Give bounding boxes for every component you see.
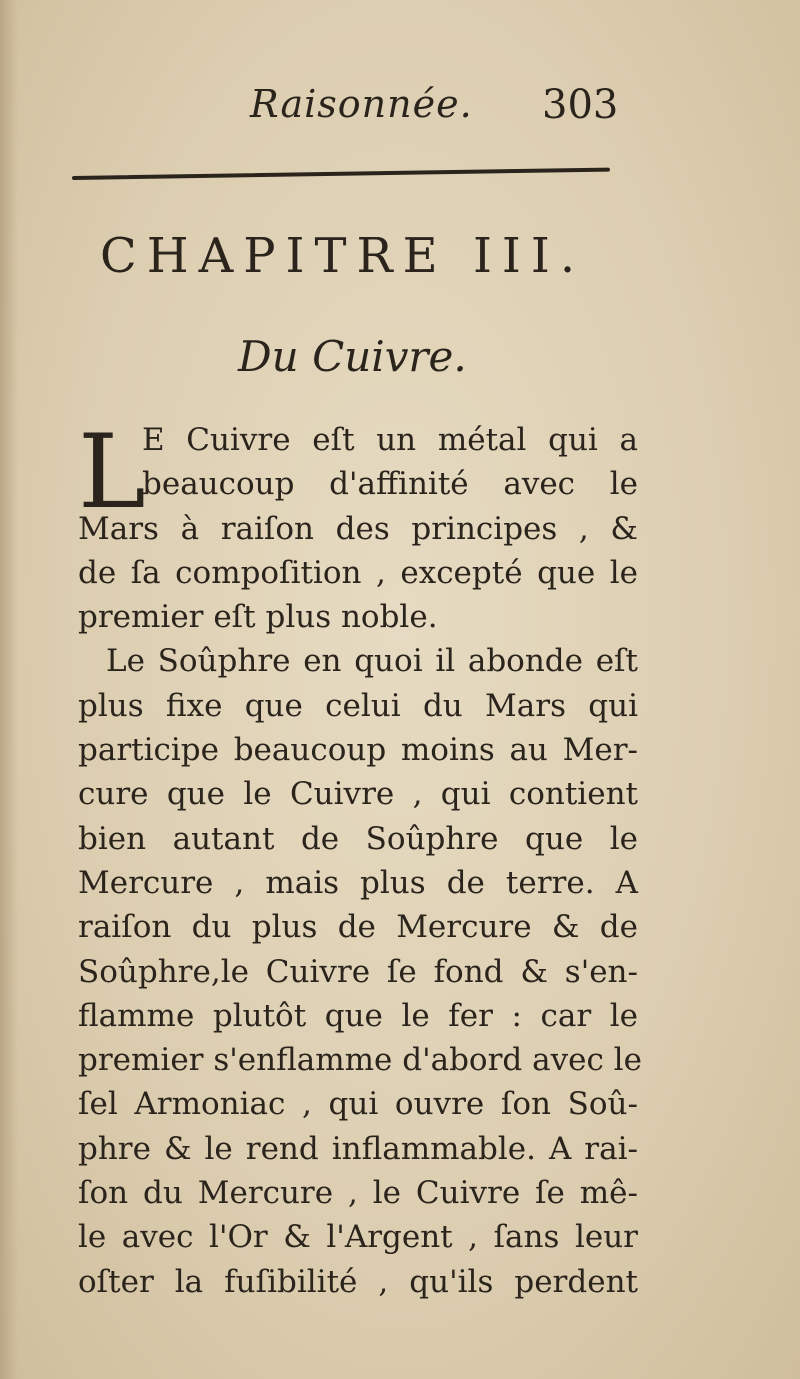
text-line: premier eſt plus noble. xyxy=(78,599,438,636)
text-line: premier s'enflamme d'abord avec le xyxy=(78,1042,642,1079)
text-line: le avec l'Or & l'Argent , ſans leur xyxy=(78,1219,638,1256)
body-text xyxy=(78,413,642,1304)
chapter-title: CHAPITRE III. xyxy=(100,228,586,284)
text-line: ſon du Mercure , le Cuivre ſe mê- xyxy=(78,1175,638,1212)
text-line: Mars à raiſon des principes , & xyxy=(78,510,638,547)
text-line: bien autant de Soûphre que le xyxy=(78,820,638,857)
text-line: Mercure , mais plus de terre. A xyxy=(78,864,638,901)
text-line: Le Soûphre en quoi il abonde eſt xyxy=(106,643,638,680)
text-line: plus fixe que celui du Mars qui xyxy=(78,687,638,724)
text-line: ſel Armoniac , qui ouvre ſon Soû- xyxy=(78,1086,638,1123)
page-number: 303 xyxy=(542,82,619,128)
header-rule xyxy=(72,168,610,180)
running-title: Raisonnée. xyxy=(250,82,473,126)
text-line: E Cuivre eſt un métal qui a xyxy=(142,422,638,458)
text-line: raiſon du plus de Mercure & de xyxy=(78,909,638,946)
text-line: phre & le rend inflammable. A rai- xyxy=(78,1130,638,1167)
text-line: flamme plutôt que le fer : car le xyxy=(78,997,638,1034)
text-line: cure que le Cuivre , qui contient xyxy=(78,776,638,813)
running-head xyxy=(250,82,630,132)
text-line: de ſa compoſition , excepté que le xyxy=(78,554,638,591)
text-line: beaucoup d'affinité avec le xyxy=(142,466,638,503)
drop-cap: L xyxy=(78,413,146,532)
chapter-subtitle: Du Cuivre. xyxy=(238,332,467,381)
text-line: Soûphre,le Cuivre ſe fond & s'en- xyxy=(78,953,638,990)
text-line: oſter la fuſibilité , qu'ils perdent xyxy=(78,1263,638,1300)
page-spine-shadow xyxy=(0,0,18,1379)
text-line: participe beaucoup moins au Mer- xyxy=(78,732,638,769)
